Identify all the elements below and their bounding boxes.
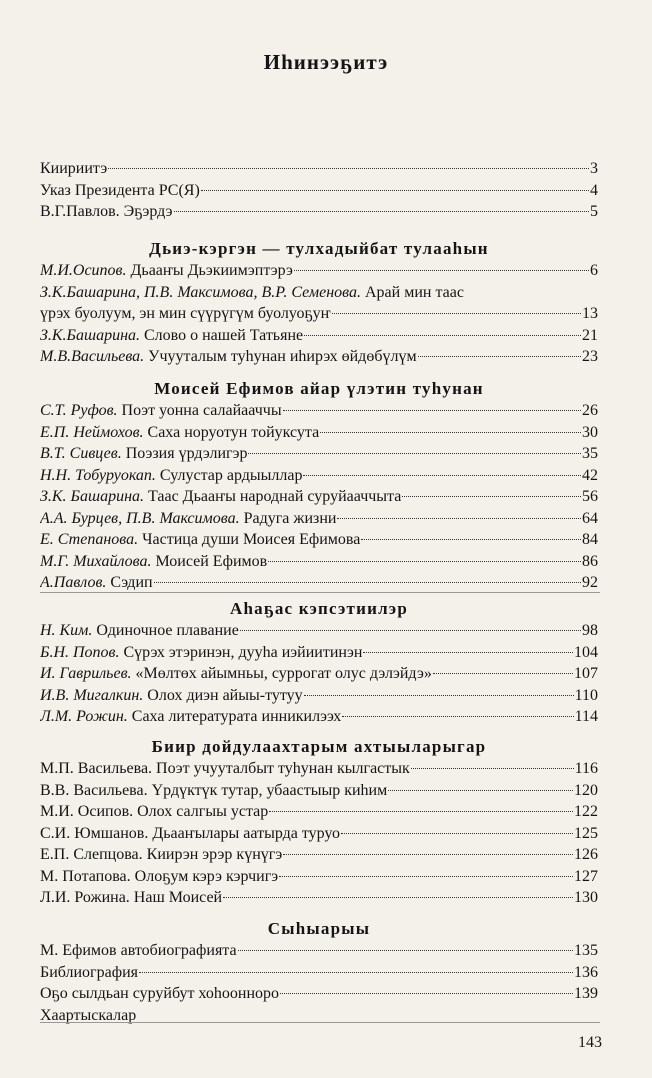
entry-title-cont: үрэх буолуум, эн мин сүүрүгүм буолуоҕуҥ [40,305,331,322]
entry-title: Указ Президента РС(Я) [40,181,200,199]
dot-leader [139,972,573,973]
entry-author: С.Т. Руфов. [40,402,118,419]
entry-page: 21 [582,326,598,344]
dot-leader [240,630,581,631]
entry-page: 26 [582,402,598,419]
dot-leader [280,993,573,994]
entry-title: Поэзия үрдэлигэр [125,445,248,462]
entry-page: 5 [590,203,598,220]
entry-page: 42 [582,466,598,484]
dot-leader [248,453,581,454]
toc-section [40,378,598,594]
toc-entry [40,780,598,802]
entry-page: 35 [582,445,598,462]
entry-page: 110 [574,686,598,704]
dot-leader [433,673,573,674]
entry-title: Моисей Ефимов [155,552,268,570]
entry-title: Дьааҥы Дьэкиимэптэрэ [130,262,293,279]
entry-page: 114 [574,708,598,725]
entry-page: 139 [574,985,598,1002]
toc-entry [40,663,598,685]
entry-title: Сүрэх этэринэн, дууhа иэйиитинэн [123,643,363,661]
entry-title: Оҕо сылдьан суруйбут хоhооннoро [40,985,280,1002]
entry-author: З.К.Башарина. [40,326,140,344]
page-number: 143 [578,1034,602,1051]
toc-entry [40,325,598,347]
entry-author: М.И.Осипов. [40,262,127,279]
entry-page: 86 [582,552,598,570]
entry-page: 125 [574,824,598,842]
entry-page: 92 [582,574,598,591]
toc-entry [40,866,598,888]
toc-section [40,598,598,728]
entry-page: 56 [582,488,598,505]
section-heading: Биир дойдулаахтарым ахтыыларыгар [151,737,487,756]
toc-entry [40,508,598,530]
toc-entry [40,758,598,780]
entry-author: Л.М. Рожин. [40,708,128,725]
entry-title: Учууталым туhунан иhирэх өйдөбүлүм [148,348,417,365]
toc-entry [40,443,598,465]
toc-entry [40,801,598,823]
entry-author: Н.Н. Тобуруокап. [40,466,156,484]
toc-entry [40,400,598,422]
entry-author: А.А. Бурцев, П.В. Максимова. [40,509,240,527]
entry-page: 30 [582,423,598,441]
section-heading: Дьиэ-кэргэн — тулхадыйбат тулааhын [149,239,489,258]
entry-author: В.Т. Сивцев. [40,445,122,462]
toc-entry [40,282,598,325]
dot-leader [418,356,581,357]
page-title: Иhинээҕитэ [263,50,389,74]
entry-page: 4 [590,181,598,199]
toc-entry [40,962,598,984]
dot-leader [283,410,581,411]
dot-leader [361,539,581,540]
entry-title: Олох диэн айыы-тутуу [147,686,303,704]
divider [40,592,600,593]
entry-page: 64 [582,509,598,527]
entry-author: М.В.Васильева. [40,348,145,365]
entry-title: Слово о нашей Татьяне [144,326,304,344]
dot-leader [108,168,589,169]
toc-entry [40,823,598,845]
dot-leader [269,811,573,812]
entry-page: 84 [582,531,598,548]
dot-leader [363,652,573,653]
entry-page: 130 [574,889,598,906]
dot-leader [279,876,573,877]
entry-title: «Мөлтөх айымньы, суррогат олус дэлэйдэ» [135,665,432,682]
toc-entry [40,685,598,707]
toc-entry [40,620,598,642]
dot-leader [304,695,574,696]
toc-entry [40,346,598,368]
entry-title: Хаартыскалар [40,1006,137,1024]
toc-entry [40,158,598,180]
entry-page: 13 [582,305,598,322]
entry-title: С.И. Юмшанов. Дьааҥылары аатырда туруо [40,824,341,842]
entry-title: Радуга жизни [243,509,337,527]
divider [40,1022,600,1023]
dot-leader [411,768,574,769]
dot-leader [402,496,581,497]
dot-leader [154,582,581,583]
entry-author: Е. Степанова. [40,531,139,548]
toc-entry [40,844,598,866]
toc-entry [40,529,598,551]
toc-entry [40,260,598,282]
toc-entry [40,642,598,664]
dot-leader [303,475,581,476]
entry-author: А.Павлов. [40,574,107,591]
dot-leader [174,211,589,212]
entry-page: 3 [590,160,598,177]
entry-title: Библиография [40,963,138,981]
entry-author: З.К. Башарина. [40,488,144,505]
toc-entry [40,572,598,594]
entry-title: Киириитэ [40,160,108,177]
entry-page: 107 [574,665,598,682]
entry-author: И.В. Мигалкин. [40,686,144,704]
toc-entry [40,983,598,1005]
entry-title: В.В. Васильева. Үрдүктүк тутар, убаастыыр киhим [40,781,388,799]
entry-author: И. Гаврильев. [40,665,132,682]
entry-page: 136 [574,963,598,981]
entry-page: 122 [574,803,598,820]
dot-leader [337,518,581,519]
entry-page: 6 [590,262,598,279]
entry-title: Частица души Моисея Ефимова [142,531,361,548]
entry-page: 104 [574,643,598,661]
entry-page: 116 [574,760,598,777]
section-heading: Аhаҕас кэпсэтиилэр [229,599,409,618]
entry-title: Л.И. Рожина. Наш Моисей [40,889,223,906]
toc-entry [40,940,598,962]
dot-leader [332,313,581,314]
toc-section [40,736,598,909]
toc-entry [40,486,598,508]
entry-author: З.К.Башарина, П.В. Максимова, В.Р. Семенова. [40,283,361,301]
entry-author: Б.Н. Попов. [40,643,120,661]
entry-title: Сэдип [110,574,153,591]
toc-entry [40,887,598,909]
entry-title: М.И. Осипов. Олох салгыы устар [40,803,269,820]
toc-entry [40,201,598,223]
entry-author: М.Г. Михайлова. [40,552,152,570]
dot-leader [238,950,573,951]
entry-page: 126 [574,846,598,863]
entry-title: В.Г.Павлов. Эҕэрдэ [40,203,173,220]
toc-section [40,238,598,368]
entry-page: 23 [582,348,598,365]
section-heading: Моисей Ефимов айар үлэтин туhунан [154,379,484,398]
entry-title: Таас Дьааҥы народнай суруйааччыта [148,488,402,505]
entry-title: М. Потапова. Олоҕум кэрэ кэрчигэ [40,867,279,885]
entry-title: Е.П. Слепцова. Киирэн эрэр күнүгэ [40,846,283,863]
dot-leader [388,790,573,791]
entry-title: Арай мин таас [364,283,464,301]
toc-entry [40,551,598,573]
entry-title: Сулустар ардыыллар [159,466,303,484]
dot-leader [341,833,573,834]
entry-title: Поэт уонна салайааччы [121,402,282,419]
entry-author: Н. Ким. [40,622,93,639]
entry-title: Саха литературата инникилээх [131,708,342,725]
entry-title: Одиночное плавание [96,622,239,639]
dot-leader [268,561,581,562]
toc-entry [40,422,598,444]
toc-entry [40,465,598,487]
entry-title: М. Ефимов автобиографията [40,942,237,959]
entry-page: 127 [574,867,598,885]
entry-author: Е.П. Неймохов. [40,423,144,441]
toc-intro [40,158,598,223]
dot-leader [304,335,581,336]
entry-title: М.П. Васильева. Поэт учууталбыт туhунан кылгастык [40,760,410,777]
toc-entry [40,180,598,202]
toc-section [40,918,598,1026]
dot-leader [320,432,581,433]
entry-page: 98 [582,622,598,639]
entry-page: 135 [574,942,598,959]
section-heading: Сыhыарыы [267,919,371,938]
entry-title: Саха норуотун тойуксута [147,423,320,441]
dot-leader [342,716,573,717]
dot-leader [201,190,589,191]
entry-page: 120 [574,781,598,799]
dot-leader [223,897,573,898]
toc-entry [40,706,598,728]
dot-leader [283,854,573,855]
dot-leader [294,270,589,271]
